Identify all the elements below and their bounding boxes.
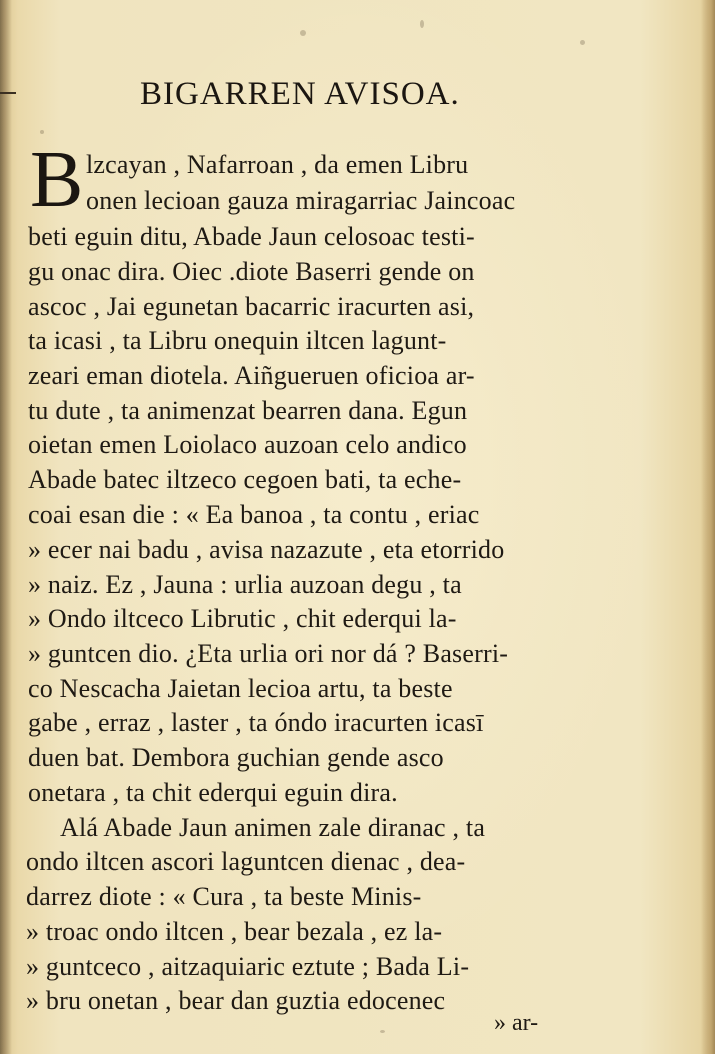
text-line: » Ondo iltceco Librutic , chit ederqui la- (28, 604, 457, 633)
text-line: ta icasi , ta Libru onequin iltcen lagunt- (28, 326, 447, 355)
text-line: onetara , ta chit ederqui eguin dira. (28, 778, 398, 807)
catchword: » ar- (494, 1010, 539, 1036)
ink-speck (380, 1030, 385, 1033)
page-heading: BIGARREN AVISOA. (140, 76, 460, 112)
text-line: coai esan die : « Ea banoa , ta contu , eriac (28, 500, 480, 529)
text-line: gu onac dira. Oiec .diote Baserri gende on (28, 257, 475, 286)
ink-speck (580, 40, 585, 45)
text-line: » guntcen dio. ¿Eta urlia ori nor dá ? Baserri- (28, 639, 509, 668)
text-line: » bru onetan , bear dan guztia edocenec (26, 986, 446, 1015)
ink-speck (420, 20, 424, 28)
text-line: Alá Abade Jaun animen zale diranac , ta (60, 813, 486, 842)
text-line: lzcayan , Nafarroan , da emen Libru (86, 150, 469, 179)
ink-speck (300, 30, 306, 36)
drop-cap: B (30, 136, 84, 224)
text-line: Abade batec iltzeco cegoen bati, ta eche- (28, 465, 462, 494)
text-line: » troac ondo iltcen , bear bezala , ez la- (26, 917, 443, 946)
text-line: duen bat. Dembora guchian gende asco (28, 743, 444, 772)
text-line: ondo iltcen ascori laguntcen dienac , dea- (26, 847, 466, 876)
text-line: gabe , erraz , laster , ta óndo iracurten icasī (28, 708, 484, 737)
text-line: co Nescacha Jaietan lecioa artu, ta beste (28, 674, 453, 703)
text-line: tu dute , ta animenzat bearren dana. Egun (28, 396, 468, 425)
text-line: onen lecioan gauza miragarriac Jaincoac (86, 186, 516, 215)
text-line: oietan emen Loiolaco auzoan celo andico (28, 430, 467, 459)
ink-speck (40, 130, 44, 134)
text-line: beti eguin ditu, Abade Jaun celosoac testi- (28, 222, 475, 251)
text-line: ascoc , Jai egunetan bacarric iracurten asi, (28, 292, 475, 321)
text-line: » ecer nai badu , avisa nazazute , eta etorrido (28, 535, 505, 564)
text-line: darrez diote : « Cura , ta beste Minis- (26, 882, 422, 911)
text-line: » naiz. Ez , Jauna : urlia auzoan degu , ta (28, 570, 462, 599)
text-line: zeari eman diotela. Aiñgueruen oficioa ar- (28, 361, 475, 390)
text-line: » guntceco , aitzaquiaric eztute ; Bada Li- (26, 952, 470, 981)
